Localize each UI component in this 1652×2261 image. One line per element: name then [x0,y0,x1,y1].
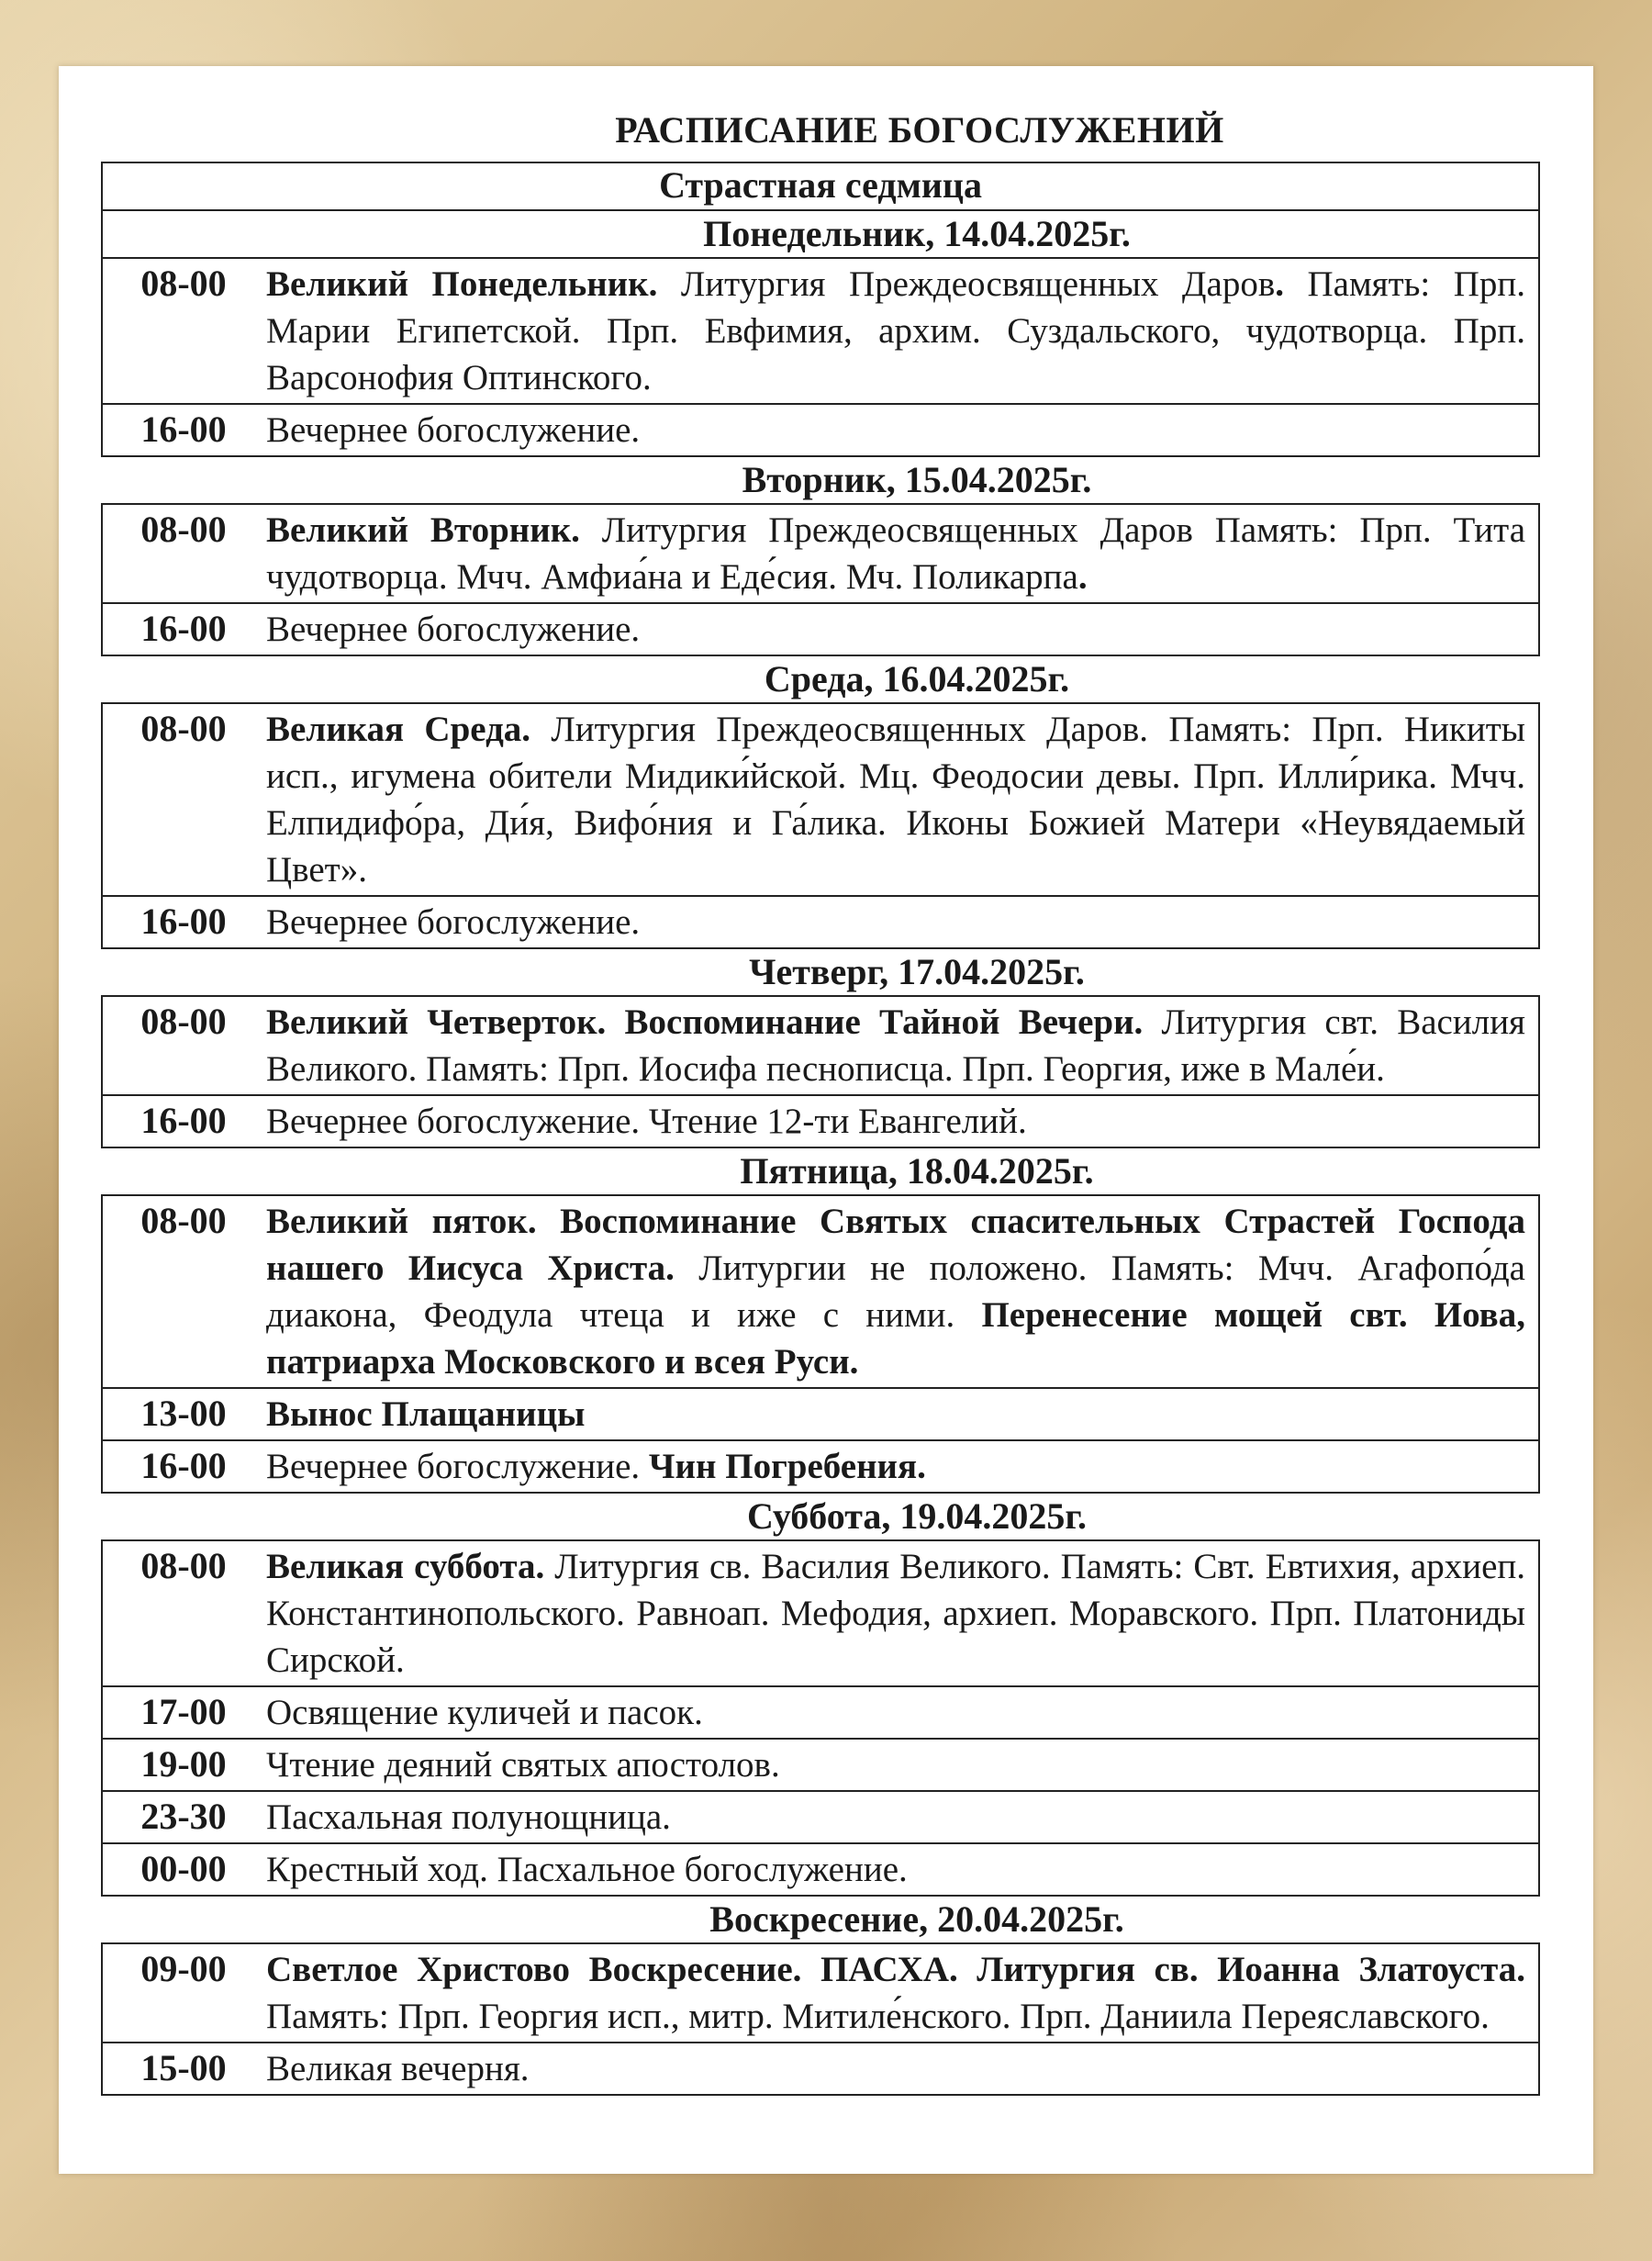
service-text: Литургия Преждеосвященных Даров [680,264,1276,304]
schedule-row [103,997,1538,1094]
service-time: 08-00 [140,1200,227,1241]
service-emphasis: Великий Вторник. [266,510,602,550]
schedule-row [103,1439,1538,1492]
service-description [264,1389,1538,1439]
schedule-row [103,1944,1538,2042]
service-emphasis: Великий пяток. Воспоминание Святых спасительных Страстей Господа нашего Иисуса Христа. [266,1202,1525,1288]
service-description [264,1844,1538,1895]
day-block [101,702,1540,949]
service-time: 23-30 [140,1796,227,1837]
schedule-row [103,2042,1538,2094]
service-time: 17-00 [140,1691,227,1732]
service-description [264,704,1538,895]
service-emphasis: Великая Среда. [266,710,552,749]
service-time: 16-00 [140,409,227,450]
schedule-row [103,1541,1538,1685]
schedule-row [103,1842,1538,1895]
service-emphasis: Светлое Христово Воскресение. ПАСХА. Литургия св. Иоанна Златоуста. [266,1950,1525,1989]
service-emphasis: Великая суббота. [266,1547,555,1586]
day-block [101,259,1540,457]
service-time: 19-00 [140,1743,227,1785]
day-block [101,1194,1540,1494]
day-heading [101,1148,1540,1194]
service-emphasis: Великий Четверток. Воспоминание Тайной Вечери. [266,1002,1162,1042]
service-description [264,505,1538,602]
service-description [264,1196,1538,1387]
day-block [101,995,1540,1148]
service-text: Память: Прп. Марии Египетской. Прп. Евфимия, архим. Суздальского, чудотворца. Прп. Варсонофия Оптинского. [266,264,1526,397]
week-heading: Страстная седмица [101,162,1540,211]
service-description [264,2043,1538,2094]
schedule-row [103,1196,1538,1387]
service-text: Пасхальная полунощница. [266,1797,671,1837]
service-description [264,997,1538,1094]
service-description [264,1096,1538,1147]
day-heading-text: Пятница, 18.04.2025г. [740,1150,1094,1192]
service-text: Вечернее богослужение. Чтение 12-ти Евангелий. [266,1102,1027,1141]
service-description [264,897,1538,947]
schedule-row [103,1790,1538,1842]
day-block [101,1539,1540,1897]
service-time: 15-00 [140,2047,227,2088]
service-description [264,1740,1538,1790]
day-block [101,1942,1540,2096]
service-time: 00-00 [140,1848,227,1889]
service-text: Вечернее богослужение. [266,902,641,942]
schedule-row [103,895,1538,947]
service-time: 08-00 [140,1545,227,1586]
service-time: 08-00 [140,509,227,550]
day-heading-text: Суббота, 19.04.2025г. [746,1495,1088,1537]
schedule-row [103,403,1538,455]
schedule-row [103,1094,1538,1147]
day-heading-text: Четверг, 17.04.2025г. [749,951,1085,992]
service-text: Литургии не положено. Память: Мчч. Агафопо́да диакона, Феодула чтеца и иже с ними. [266,1248,1525,1335]
service-description [264,1944,1538,2042]
day-heading-text: Среда, 16.04.2025г. [764,658,1070,700]
service-text: Освящение куличей и пасок. [266,1693,703,1732]
schedule-row [103,259,1538,403]
day-heading [101,1897,1540,1942]
schedule-days [101,211,1540,2096]
service-text: Литургия Преждеосвященных Даров Память: Прп. Тита чудотворца. Мчч. Амфиа́на и Еде́сия. Мч. Поликарпа [266,510,1525,597]
service-time: 16-00 [140,1100,227,1141]
service-text: Память: Прп. Георгия исп., митр. Митиле́нского. Прп. Даниила Переяславского. [266,1997,1490,2036]
service-emphasis: Перенесение мощей свт. Иова, патриарха Московского и всея Руси. [266,1295,1525,1382]
day-heading [101,211,1540,259]
document-sheet [59,66,1593,2174]
service-emphasis: . [1077,557,1088,597]
service-text: Чтение деяний святых апостолов. [266,1745,780,1785]
service-emphasis: Великий Понедельник. [266,264,681,304]
schedule-row [103,505,1538,602]
service-description [264,1687,1538,1738]
schedule-row [103,1387,1538,1439]
service-emphasis: Чин Погребения. [648,1447,926,1486]
schedule-row [103,602,1538,655]
schedule-row [103,1738,1538,1790]
service-description [264,1541,1538,1685]
page-title: РАСПИСАНИЕ БОГОСЛУЖЕНИЙ [615,109,1224,151]
schedule-row [103,1685,1538,1738]
service-description [264,1792,1538,1842]
day-heading-text: Воскресение, 20.04.2025г. [709,1898,1124,1940]
service-time: 13-00 [140,1393,227,1434]
day-heading-text: Вторник, 15.04.2025г. [742,459,1092,500]
service-time: 08-00 [140,263,227,304]
day-heading-text: Понедельник, 14.04.2025г. [703,213,1131,254]
schedule-table [101,162,1540,2096]
service-time: 16-00 [140,608,227,649]
service-emphasis: . [1275,264,1285,304]
day-block [101,503,1540,656]
service-text: Вечернее богослужение. [266,410,641,450]
service-text: Великая вечерня. [266,2049,530,2088]
service-time: 08-00 [140,708,227,749]
service-description [264,1441,1538,1492]
day-heading [101,457,1540,503]
service-text: Крестный ход. Пасхальное богослужение. [266,1850,908,1889]
service-time: 08-00 [140,1001,227,1042]
service-description [264,604,1538,655]
service-time: 16-00 [140,1445,227,1486]
day-heading [101,949,1540,995]
service-description [264,405,1538,455]
service-text: Литургия свт. Василия Великого. Память: Прп. Иосифа песнописца. Прп. Георгия, иже в Мале́и. [266,1002,1525,1089]
day-heading [101,656,1540,702]
service-time: 09-00 [140,1948,227,1989]
service-text: Вечернее богослужение. [266,1447,649,1486]
service-text: Вечернее богослужение. [266,610,641,649]
service-time: 16-00 [140,901,227,942]
service-description [264,259,1538,403]
service-text: Литургия Преждеосвященных Даров. Память: Прп. Никиты исп., игумена обители Мидики́йской. Мц. Феодосии девы. Прп. Илли́рика. Мчч. Елпидифо́ра, Ди́я, Вифо́ния и Га́лика. Иконы Божией Матери «Неувядаемый Цвет». [266,710,1525,890]
schedule-row [103,704,1538,895]
service-emphasis: Вынос Плащаницы [266,1394,586,1434]
day-heading [101,1494,1540,1539]
service-text: Литургия св. Василия Великого. Память: Свт. Евтихия, архиеп. Константинопольского. Равноап. Мефодия, архиеп. Моравского. Прп. Платониды Сирской. [266,1547,1526,1680]
